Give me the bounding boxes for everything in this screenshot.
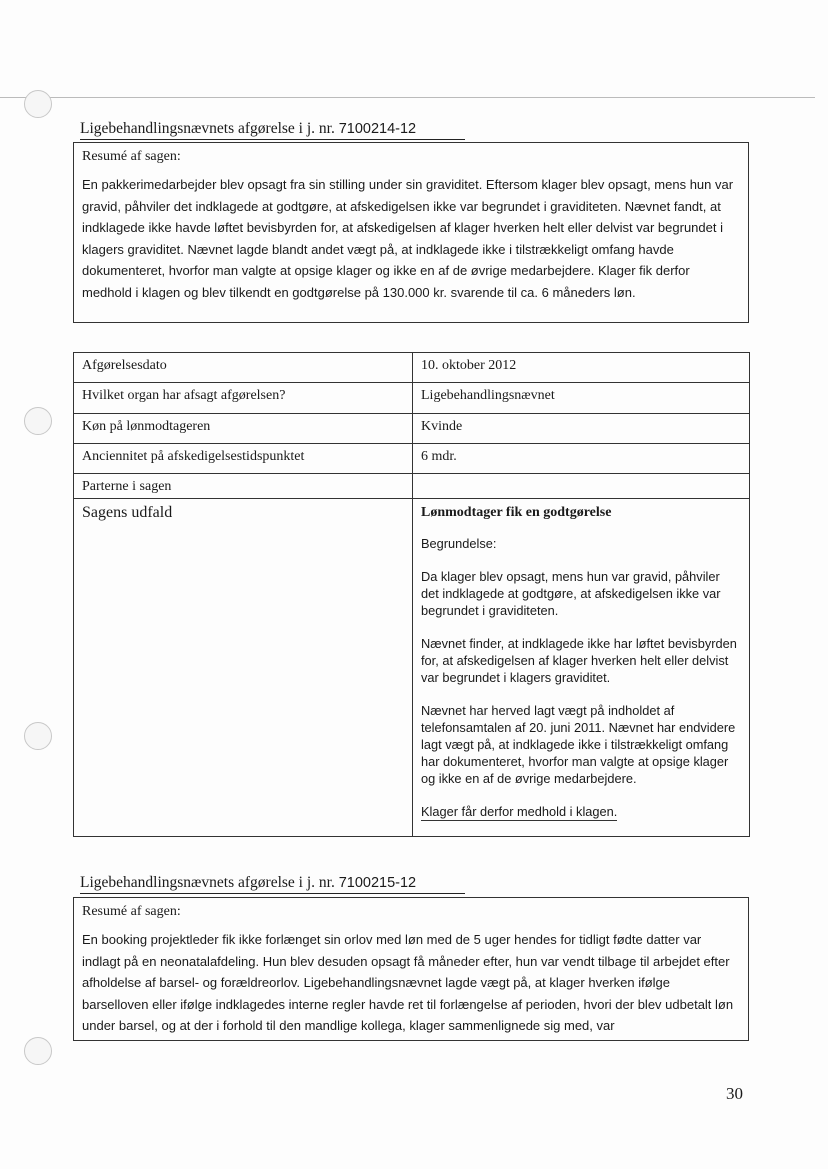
table-row: [74, 474, 750, 499]
heading-text: Ligebehandlingsnævnets afgørelse i j. nr.: [80, 874, 339, 891]
case-heading: [80, 874, 465, 894]
punch-hole: [24, 1037, 52, 1065]
outcome-paragraph: Da klager blev opsagt, mens hun var gravid, påhviler det indklagede at godtgøre, at afskedigelsen ikke var begrundet i graviditeten.: [421, 569, 721, 618]
row-label: Sagens udfald: [74, 499, 413, 837]
punch-hole: [24, 407, 52, 435]
outcome-title: Lønmodtager fik en godtgørelse: [421, 505, 612, 520]
outcome-paragraph: Nævnet finder, at indklagede ikke har løftet bevisbyrden for, at afskedigelsen af klager hverken helt eller delvist var begrundet i klagers graviditet.: [421, 636, 737, 685]
punch-hole: [24, 90, 52, 118]
case-summary-box: [73, 142, 749, 323]
page-number: 30: [726, 1084, 743, 1103]
row-value: [413, 474, 750, 499]
case-summary-box: [73, 897, 749, 1041]
outcome-cell: [413, 499, 750, 837]
row-label: Parterne i sagen: [74, 474, 413, 499]
row-label: Anciennitet på afskedigelsestidspunktet: [74, 444, 413, 474]
summary-label: Resumé af sagen:: [82, 149, 181, 164]
row-value: 6 mdr.: [413, 444, 750, 474]
row-label: Køn på lønmodtageren: [74, 414, 413, 444]
table-row-outcome: [74, 499, 750, 837]
case-number: 7100215-12: [338, 875, 417, 891]
table-row: [74, 383, 750, 414]
table-row: [74, 444, 750, 474]
punch-hole: [24, 722, 52, 750]
outcome-paragraph: Begrundelse:: [421, 536, 497, 551]
scan-edge-line: [0, 97, 815, 98]
table-row: [74, 414, 750, 444]
row-value: Kvinde: [413, 414, 750, 444]
outcome-conclusion: Klager får derfor medhold i klagen.: [421, 804, 618, 819]
outcome-paragraph: Nævnet har herved lagt vægt på indholdet af telefonsamtalen af 20. juni 2011. Nævnet har endvidere lagt vægt på, at indklagede ikke i tilstrækkeligt omfang har dokumenteret, hvorfor man valgte at opsige klager og ikke en af de øvrige medarbejdere.: [421, 703, 736, 786]
summary-text: En booking projektleder fik ikke forlænget sin orlov med løn med de 5 uger hendes for tidligt fødte datter var indlagt på en neonatalafdeling. Hun blev desuden opsagt få måneder efter, hun var vendt tilbage til arbejdet efter afholdelse af barsel- og forældreorlov. Ligebehandlingsnævnet lagde vægt på, at klager hverken ifølge barselloven eller ifølge indklagedes interne regler havde ret til forlængelse af perioden, hvori der blev udbetalt løn under barsel, og at der i forhold til den mandlige kollega, klager sammenlignede sig med, var: [82, 932, 734, 1033]
row-value: Ligebehandlingsnævnet: [413, 383, 750, 414]
summary-text: En pakkerimedarbejder blev opsagt fra sin stilling under sin graviditet. Eftersom klager blev opsagt, mens hun var gravid, påhviler det indklagede at godtgøre, at afskedigelsen ikke var begrundet i graviditeten. Nævnet fandt, at indklagede ikke havde løftet bevisbyrden for, at afskedigelsen af klager hverken helt eller delvist var begrundet i klagers graviditet. Nævnet lagde blandt andet vægt på, at indklagede ikke i tilstrækkeligt omfang havde dokumenteret, hvorfor man valgte at opsige klager og ikke en af de øvrige medarbejdere. Klager fik derfor medhold i klagen og blev tilkendt en godtgørelse på 130.000 kr. svarende til ca. 6 måneders løn.: [82, 177, 734, 300]
summary-label: Resumé af sagen:: [82, 904, 181, 919]
row-value: 10. oktober 2012: [413, 353, 750, 383]
case-details-table: [73, 352, 750, 837]
heading-text: Ligebehandlingsnævnets afgørelse i j. nr.: [80, 120, 339, 137]
row-label: Afgørelsesdato: [74, 353, 413, 383]
case-number: 7100214-12: [338, 121, 417, 137]
table-row: [74, 353, 750, 383]
row-label: Hvilket organ har afsagt afgørelsen?: [74, 383, 413, 414]
case-heading: [80, 120, 465, 140]
